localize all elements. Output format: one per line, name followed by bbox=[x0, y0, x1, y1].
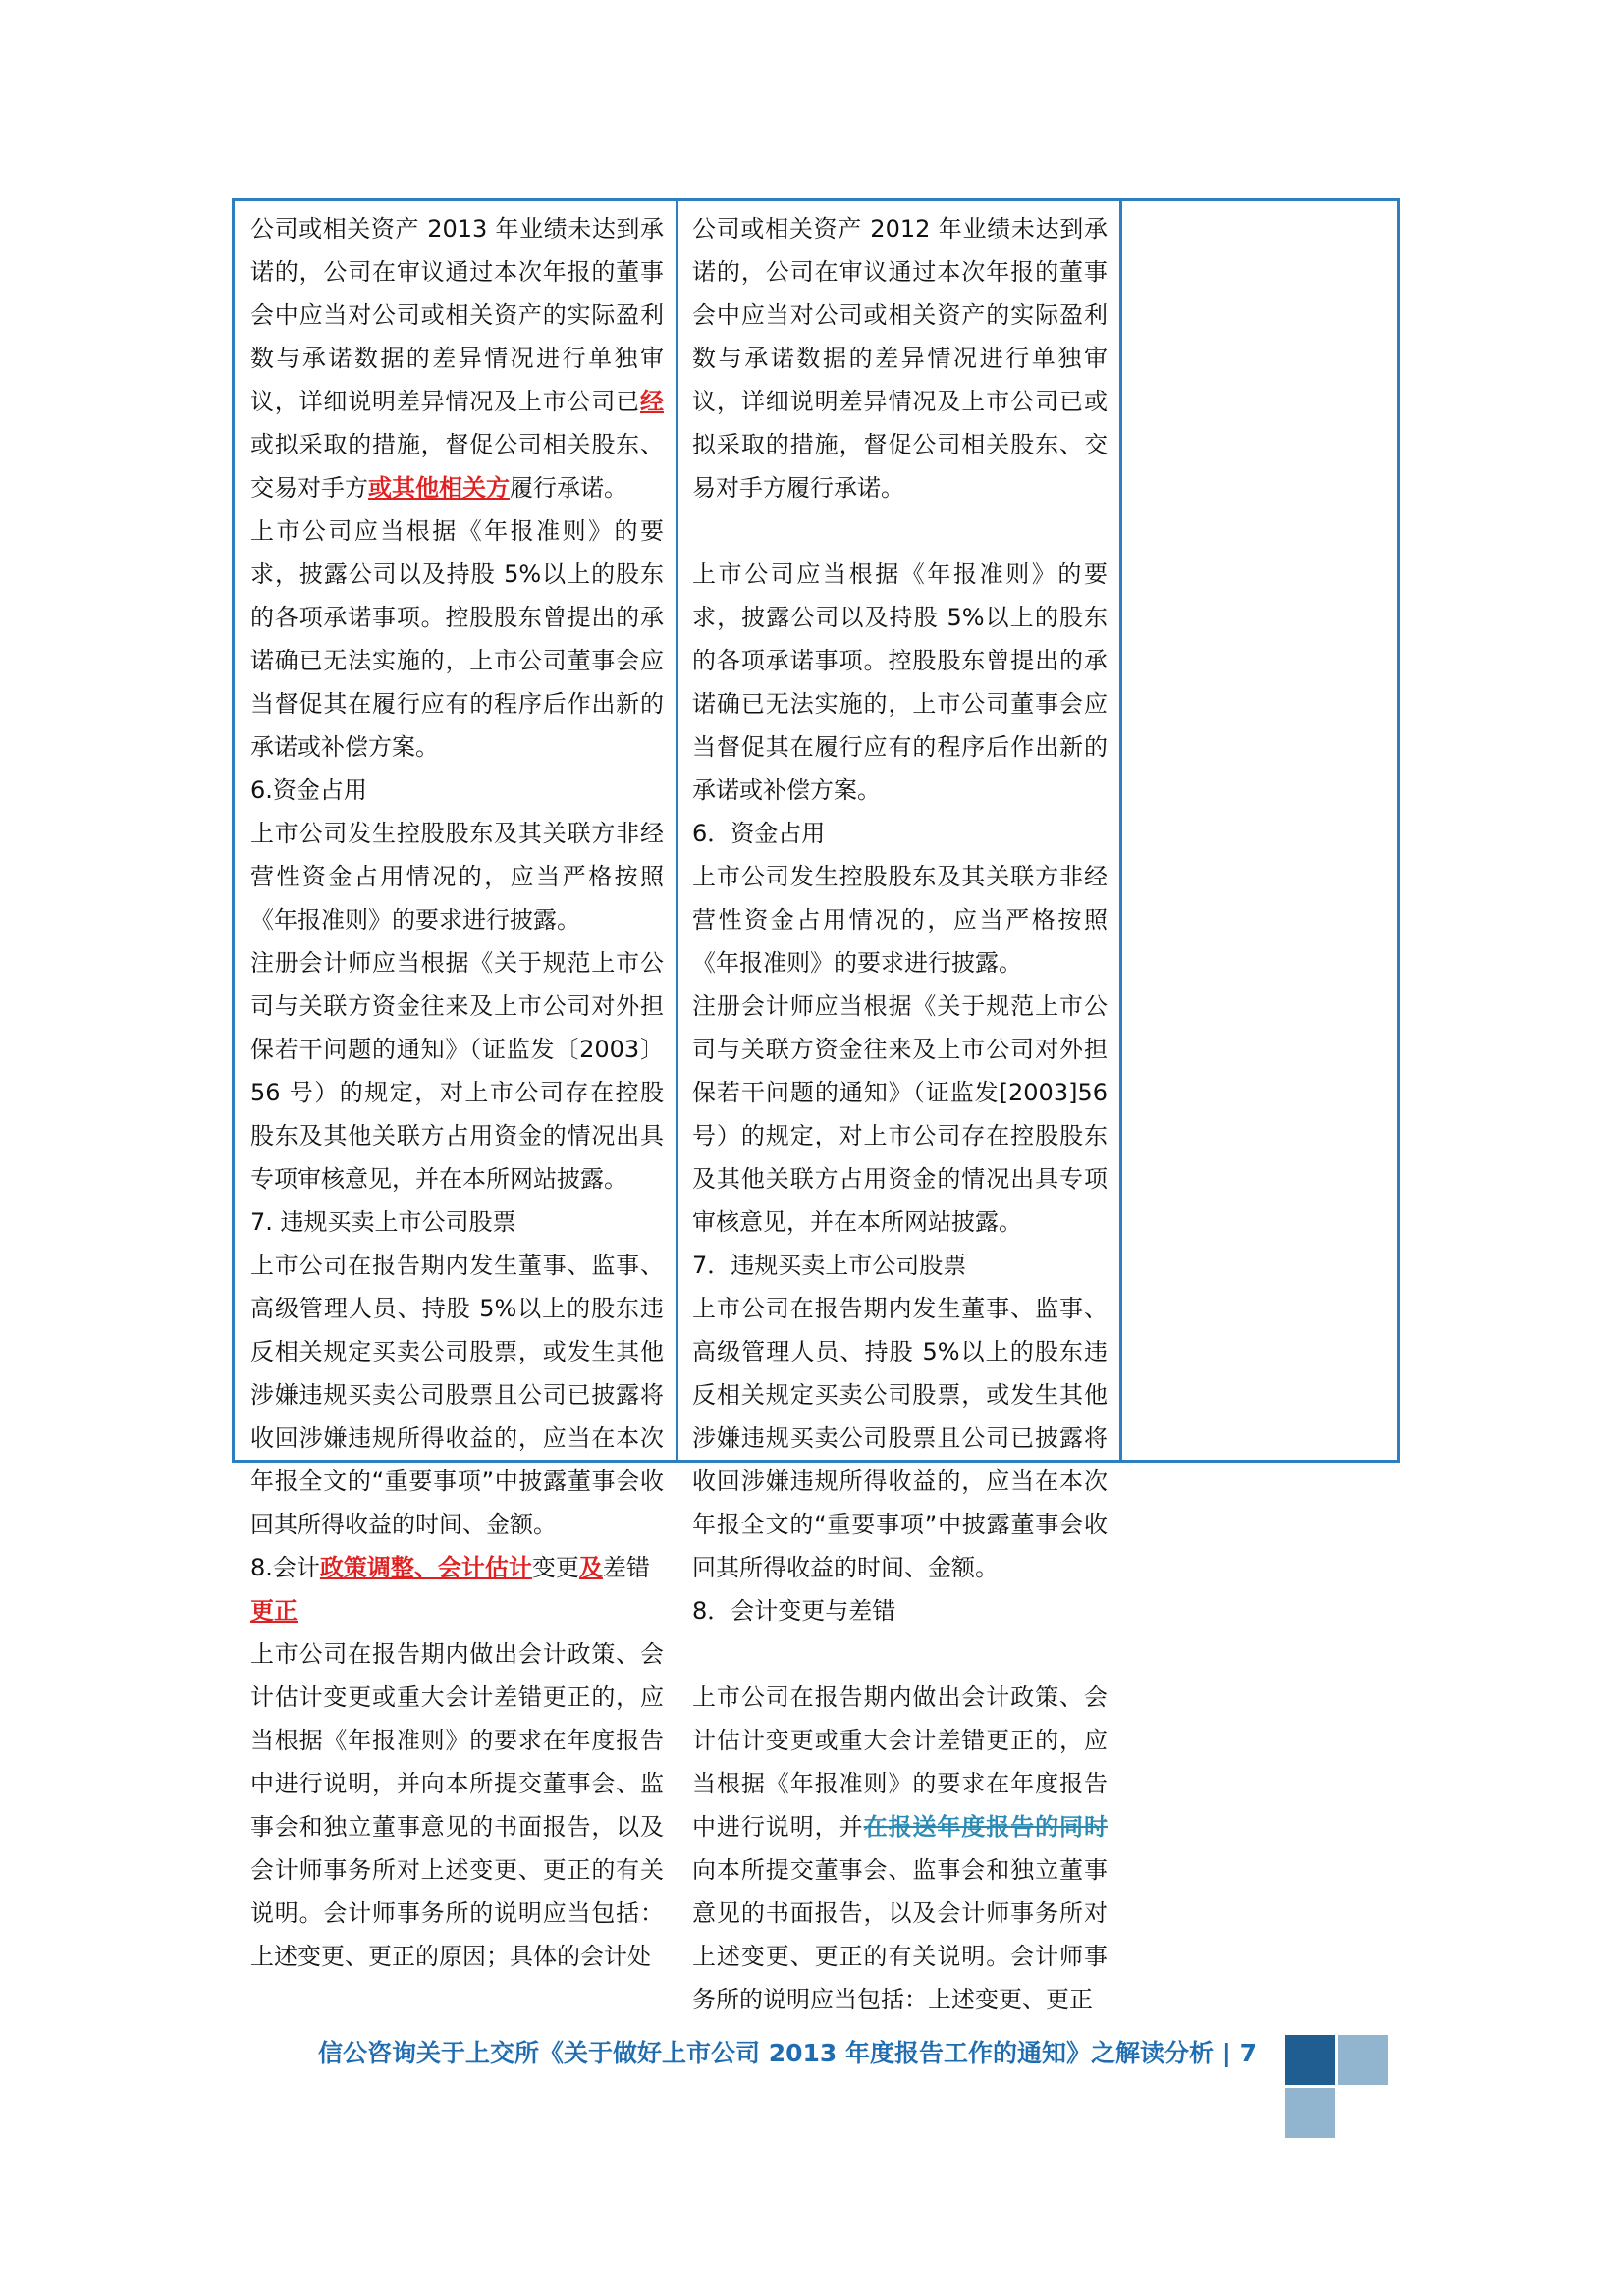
illegal-trading-paragraph: 上市公司在报告期内发生董事、监事、高级管理人员、持股 5%以上的股东违反相关规定买卖公司股票，或发生其他涉嫌违规买卖公司股票且公司已披露将收回涉嫌违规所得收益的，应当在本次年报全文的“重要事项”中披露董事会收回其所得收益的时间、金额。 bbox=[250, 1252, 664, 1538]
page-footer bbox=[295, 2034, 1257, 2069]
footer-separator: | bbox=[1221, 2039, 1231, 2067]
logo-square-dark bbox=[1285, 2035, 1335, 2085]
spacer bbox=[692, 1632, 1108, 1676]
accounting-changes-paragraph: 上市公司在报告期内做出会计政策、会计估计变更或重大会计差错更正的，应当根据《年报准则》的要求在年度报告中进行说明，并向本所提交董事会、监事会和独立董事意见的书面报告，以及会计师事务所对上述变更、更正的有关说明。会计师事务所的说明应当包括：上述变更、更正的原因；具体的会计处 bbox=[250, 1640, 664, 1970]
notes-column bbox=[1122, 201, 1397, 1460]
old-rules-column bbox=[678, 201, 1122, 2013]
auditor-paragraph: 注册会计师应当根据《关于规范上市公司与关联方资金往来及上市公司对外担保若干问题的通知》（证监发〔2003〕56 号）的规定，对上市公司存在控股股东及其他关联方占用资金的情况出具专项审核意见，并在本所网站披露。 bbox=[250, 949, 664, 1193]
page-number: 7 bbox=[1239, 2039, 1257, 2067]
spacer bbox=[692, 509, 1108, 553]
deleted-text: 在报送年度报告的同时 bbox=[863, 1813, 1108, 1841]
added-text: 政策调整、会计估计 bbox=[319, 1554, 532, 1581]
comparison-table bbox=[232, 198, 1400, 2013]
added-text: 及 bbox=[578, 1554, 603, 1581]
section-heading-funds-occupation: 6．资金占用 bbox=[692, 820, 826, 847]
added-text: 经 bbox=[640, 388, 664, 415]
section-heading-illegal-trading: 7．违规买卖上市公司股票 bbox=[692, 1252, 967, 1279]
section-heading-illegal-trading: 7. 违规买卖上市公司股票 bbox=[250, 1208, 516, 1236]
section-heading-accounting-changes: 8．会计变更与差错 bbox=[692, 1597, 896, 1625]
logo-square-light bbox=[1338, 2035, 1388, 2085]
commitment-paragraph: 公司或相关资产 2012 年业绩未达到承诺的，公司在审议通过本次年报的董事会中应当对公司或相关资产的实际盈利数与承诺数据的差异情况进行单独审议，详细说明差异情况及上市公司已或拟采取的措施，督促公司相关股东、交易对手方履行承诺。 bbox=[692, 215, 1108, 502]
logo-square-light bbox=[1285, 2088, 1335, 2138]
section-heading-funds-occupation: 6.资金占用 bbox=[250, 776, 367, 804]
new-rules-column bbox=[235, 201, 678, 1970]
disclosure-paragraph: 上市公司应当根据《年报准则》的要求，披露公司以及持股 5%以上的股东的各项承诺事项。控股股东曾提出的承诺确已无法实施的，上市公司董事会应当督促其在履行应有的程序后作出新的承诺或补偿方案。 bbox=[692, 561, 1108, 804]
section-heading-accounting-changes: 8.会计政策调整、会计估计变更及差错 更正 bbox=[250, 1554, 650, 1625]
footer-title: 信公咨询关于上交所《关于做好上市公司 2013 年度报告工作的通知》之解读分析 bbox=[318, 2039, 1215, 2067]
disclosure-paragraph: 上市公司应当根据《年报准则》的要求，披露公司以及持股 5%以上的股东的各项承诺事项。控股股东曾提出的承诺确已无法实施的，上市公司董事会应当督促其在履行应有的程序后作出新的承诺或补偿方案。 bbox=[250, 517, 664, 761]
illegal-trading-paragraph: 上市公司在报告期内发生董事、监事、高级管理人员、持股 5%以上的股东违反相关规定买卖公司股票，或发生其他涉嫌违规买卖公司股票且公司已披露将收回涉嫌违规所得收益的，应当在本次年报全文的“重要事项”中披露董事会收回其所得收益的时间、金额。 bbox=[692, 1295, 1108, 1581]
funds-occupation-paragraph: 上市公司发生控股股东及其关联方非经营性资金占用情况的，应当严格按照《年报准则》的要求进行披露。 bbox=[692, 863, 1108, 977]
accounting-changes-paragraph: 上市公司在报告期内做出会计政策、会计估计变更或重大会计差错更正的，应当根据《年报准则》的要求在年度报告中进行说明，并在报送年度报告的同时向本所提交董事会、监事会和独立董事意见的书面报告，以及会计师事务所对上述变更、更正的有关说明。会计师事务所的说明应当包括：上述变更、更正 bbox=[692, 1683, 1108, 2013]
added-text: 或其他相关方 bbox=[368, 474, 510, 502]
added-text: 更正 bbox=[250, 1597, 298, 1625]
funds-occupation-paragraph: 上市公司发生控股股东及其关联方非经营性资金占用情况的，应当严格按照《年报准则》的要求进行披露。 bbox=[250, 820, 664, 934]
commitment-paragraph: 公司或相关资产 2013 年业绩未达到承诺的，公司在审议通过本次年报的董事会中应当对公司或相关资产的实际盈利数与承诺数据的差异情况进行单独审议，详细说明差异情况及上市公司已经或拟采取的措施，督促公司相关股东、交易对手方或其他相关方履行承诺。 bbox=[250, 215, 664, 502]
auditor-paragraph: 注册会计师应当根据《关于规范上市公司与关联方资金往来及上市公司对外担保若干问题的通知》（证监发[2003]56 号）的规定，对上市公司存在控股股东及其他关联方占用资金的情况出具专项审核意见，并在本所网站披露。 bbox=[692, 992, 1108, 1236]
